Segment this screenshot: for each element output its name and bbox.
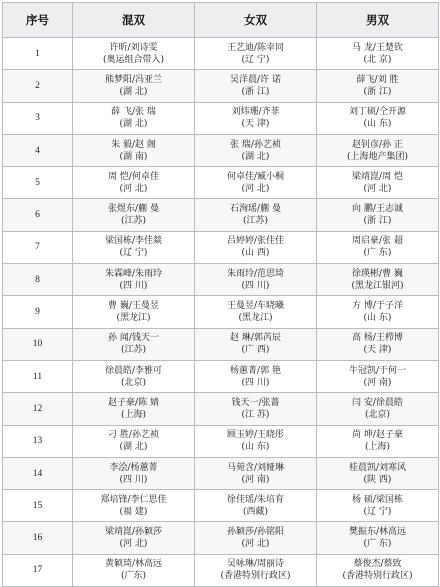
player-names: 吕婷婷/张佳佳 bbox=[226, 236, 285, 247]
cell-number: 5 bbox=[3, 167, 73, 199]
player-names: 郑培锋/李仁思佳 bbox=[100, 494, 167, 505]
team-region: (北京) bbox=[120, 377, 147, 388]
cell-number: 7 bbox=[3, 231, 73, 263]
team-region: (浙 江) bbox=[363, 86, 392, 97]
player-names: 孙 闻/钱天一 bbox=[108, 333, 159, 344]
table-row bbox=[3, 70, 439, 102]
header-mens-doubles: 男双 bbox=[317, 3, 439, 38]
cell-womens-doubles bbox=[195, 393, 317, 425]
cell-mens-doubles bbox=[317, 167, 439, 199]
player-names: 周 恺/何卓佳 bbox=[108, 171, 159, 182]
player-names: 赵子豪/陈 婧 bbox=[108, 397, 159, 408]
player-names: 钱天一/张蔷 bbox=[231, 397, 280, 408]
player-names: 马菀含/刘娅琳 bbox=[226, 462, 285, 473]
team-region: (广东) bbox=[120, 571, 147, 582]
team-region: (四 川) bbox=[119, 474, 148, 485]
player-names: 薛 飞/张 瑞 bbox=[111, 107, 156, 118]
team-region: (天 津) bbox=[363, 345, 392, 356]
cell-mens-doubles bbox=[317, 134, 439, 166]
cell-number: 11 bbox=[3, 360, 73, 392]
cell-number: 17 bbox=[3, 554, 73, 586]
player-names: 周启豪/张 超 bbox=[352, 236, 403, 247]
cell-womens-doubles bbox=[195, 425, 317, 457]
table-row bbox=[3, 360, 439, 392]
cell-number: 2 bbox=[3, 70, 73, 102]
team-region: (黑龙江) bbox=[238, 313, 273, 324]
cell-mixed-doubles bbox=[73, 102, 195, 134]
cell-mixed-doubles bbox=[73, 457, 195, 489]
player-names: 梁靖崑/孙颖莎 bbox=[104, 527, 163, 538]
table-row bbox=[3, 231, 439, 263]
cell-number: 16 bbox=[3, 522, 73, 554]
player-names: 赵 琳/郭芮辰 bbox=[230, 333, 281, 344]
table-row bbox=[3, 38, 439, 70]
team-region: (湖 北) bbox=[119, 119, 148, 130]
table-row bbox=[3, 167, 439, 199]
team-region: (陕 西) bbox=[363, 474, 392, 485]
team-region: (天 津) bbox=[241, 119, 270, 130]
cell-number: 12 bbox=[3, 393, 73, 425]
player-names: 薛飞/刘 胜 bbox=[356, 74, 399, 85]
table-row bbox=[3, 328, 439, 360]
player-names: 张煜东/蒯 曼 bbox=[108, 204, 159, 215]
cell-mens-doubles bbox=[317, 522, 439, 554]
team-region: (山 东) bbox=[363, 119, 392, 130]
player-names: 杨蕙菁/郭 艳 bbox=[230, 365, 281, 376]
player-names: 王艺迪/陈幸同 bbox=[226, 42, 285, 53]
cell-womens-doubles bbox=[195, 134, 317, 166]
cell-number: 15 bbox=[3, 490, 73, 522]
player-names: 许昕/刘诗雯 bbox=[109, 42, 158, 53]
team-region: (辽 宁) bbox=[363, 506, 392, 517]
player-names: 闫 安/徐晨皓 bbox=[352, 397, 403, 408]
team-region: (北 京) bbox=[363, 54, 392, 65]
table-row bbox=[3, 393, 439, 425]
team-region: (河 北) bbox=[241, 539, 270, 550]
cell-mens-doubles bbox=[317, 70, 439, 102]
team-region: (山 西) bbox=[241, 248, 270, 259]
cell-mixed-doubles bbox=[73, 231, 195, 263]
player-names: 桂晨凯/刘寒风 bbox=[348, 462, 407, 473]
table-row bbox=[3, 134, 439, 166]
team-region: (河 北) bbox=[241, 183, 270, 194]
team-region: (江 苏) bbox=[241, 409, 270, 420]
cell-mens-doubles bbox=[317, 490, 439, 522]
table-row bbox=[3, 102, 439, 134]
cell-mixed-doubles bbox=[73, 360, 195, 392]
team-region: (广 东) bbox=[363, 539, 392, 550]
cell-mixed-doubles bbox=[73, 296, 195, 328]
team-region: (四 川) bbox=[241, 377, 270, 388]
player-names: 方 博/于子洋 bbox=[352, 301, 403, 312]
team-region: (上海地产集团) bbox=[346, 151, 409, 162]
team-region: (广 西) bbox=[241, 345, 270, 356]
team-region: (山 东) bbox=[363, 313, 392, 324]
player-names: 高 杨/王栉博 bbox=[352, 333, 403, 344]
table-row bbox=[3, 264, 439, 296]
player-names: 蔡俊杰/蔡致 bbox=[353, 559, 402, 570]
team-region: (黑龙江) bbox=[116, 313, 151, 324]
team-region: (湖 南) bbox=[119, 151, 148, 162]
cell-womens-doubles bbox=[195, 328, 317, 360]
table-row bbox=[3, 554, 439, 586]
team-region: (山 东) bbox=[241, 442, 270, 453]
table-row bbox=[3, 457, 439, 489]
cell-mens-doubles bbox=[317, 102, 439, 134]
team-region: (辽 宁) bbox=[241, 54, 270, 65]
table-row bbox=[3, 425, 439, 457]
cell-mixed-doubles bbox=[73, 134, 195, 166]
cell-mens-doubles bbox=[317, 296, 439, 328]
team-region: (湖 北) bbox=[241, 151, 270, 162]
team-region: (河 北) bbox=[363, 183, 392, 194]
player-names: 向 鹏/王志诚 bbox=[352, 204, 403, 215]
header-mixed-doubles: 混双 bbox=[73, 3, 195, 38]
table-row bbox=[3, 490, 439, 522]
player-names: 李浍/杨蕙菁 bbox=[109, 462, 158, 473]
cell-number: 3 bbox=[3, 102, 73, 134]
player-names: 朱 毅/赵 阁 bbox=[111, 139, 156, 150]
player-names: 樊振东/林高远 bbox=[348, 527, 407, 538]
team-region: (湖 北) bbox=[119, 442, 148, 453]
cell-number: 14 bbox=[3, 457, 73, 489]
cell-mens-doubles bbox=[317, 554, 439, 586]
cell-number: 10 bbox=[3, 328, 73, 360]
cell-womens-doubles bbox=[195, 199, 317, 231]
player-names: 赵钊彦/孙 正 bbox=[352, 139, 403, 150]
team-region: (江苏) bbox=[120, 216, 147, 227]
team-region: (浙 江) bbox=[241, 86, 270, 97]
player-names: 吴咏琳/周丽诗 bbox=[226, 559, 285, 570]
player-names: 尚 坤/赵子豪 bbox=[352, 430, 403, 441]
cell-mens-doubles bbox=[317, 231, 439, 263]
player-names: 吴洋晨/许 诺 bbox=[230, 74, 281, 85]
cell-number: 1 bbox=[3, 38, 73, 70]
cell-mixed-doubles bbox=[73, 554, 195, 586]
team-region: (浙 江) bbox=[363, 216, 392, 227]
cell-womens-doubles bbox=[195, 457, 317, 489]
player-names: 何卓佳/臧小桐 bbox=[226, 171, 285, 182]
cell-mixed-doubles bbox=[73, 522, 195, 554]
cell-number: 8 bbox=[3, 264, 73, 296]
cell-mens-doubles bbox=[317, 264, 439, 296]
table-row bbox=[3, 522, 439, 554]
team-region: (上海) bbox=[364, 442, 391, 453]
team-region: (河 南) bbox=[241, 474, 270, 485]
cell-womens-doubles bbox=[195, 167, 317, 199]
team-region: (福 建) bbox=[119, 506, 148, 517]
cell-womens-doubles bbox=[195, 102, 317, 134]
team-region: (四 川) bbox=[119, 280, 148, 291]
team-region: (香港特别行政区) bbox=[220, 571, 291, 582]
cell-mens-doubles bbox=[317, 425, 439, 457]
cell-mixed-doubles bbox=[73, 393, 195, 425]
player-names: 徐晨皓/李雅可 bbox=[104, 365, 163, 376]
player-names: 梁靖崑/周 恺 bbox=[352, 171, 403, 182]
cell-number: 13 bbox=[3, 425, 73, 457]
team-region: (黑龙江银河) bbox=[351, 280, 404, 291]
player-names: 张 瑞/孙艺祯 bbox=[230, 139, 281, 150]
player-names: 刘炜珊/齐菲 bbox=[231, 107, 280, 118]
team-region: (江苏) bbox=[242, 216, 269, 227]
cell-womens-doubles bbox=[195, 360, 317, 392]
cell-womens-doubles bbox=[195, 38, 317, 70]
cell-number: 4 bbox=[3, 134, 73, 166]
header-row bbox=[3, 3, 439, 38]
player-names: 马 龙/王楚钦 bbox=[352, 42, 403, 53]
cell-mixed-doubles bbox=[73, 328, 195, 360]
cell-mens-doubles bbox=[317, 328, 439, 360]
player-names: 牛冠凯/于何一 bbox=[348, 365, 407, 376]
cell-mixed-doubles bbox=[73, 167, 195, 199]
team-region: (河 南) bbox=[363, 377, 392, 388]
player-names: 徐佳瑶/朱培育 bbox=[226, 494, 285, 505]
cell-mixed-doubles bbox=[73, 199, 195, 231]
header-womens-doubles: 女双 bbox=[195, 3, 317, 38]
team-region: (香港特别行政区) bbox=[342, 571, 413, 582]
cell-mixed-doubles bbox=[73, 70, 195, 102]
cell-number: 6 bbox=[3, 199, 73, 231]
team-region: (江苏) bbox=[120, 345, 147, 356]
header-number: 序号 bbox=[3, 3, 73, 38]
player-names: 刁 胜/孙艺祯 bbox=[108, 430, 159, 441]
cell-womens-doubles bbox=[195, 264, 317, 296]
team-region: (西藏) bbox=[242, 506, 269, 517]
team-region: (河 北) bbox=[119, 539, 148, 550]
player-names: 孙颖莎/孙铭阳 bbox=[226, 527, 285, 538]
team-region: (奥运组合带入) bbox=[102, 54, 165, 65]
cell-mixed-doubles bbox=[73, 425, 195, 457]
cell-mixed-doubles bbox=[73, 264, 195, 296]
player-names: 朱霖峰/朱雨玲 bbox=[104, 268, 163, 279]
player-names: 王曼昱/车晓曦 bbox=[226, 301, 285, 312]
team-region: (湖 北) bbox=[119, 86, 148, 97]
table-row bbox=[3, 199, 439, 231]
cell-mens-doubles bbox=[317, 38, 439, 70]
player-names: 杨 硕/梁国栋 bbox=[352, 494, 403, 505]
cell-mens-doubles bbox=[317, 457, 439, 489]
cell-mixed-doubles bbox=[73, 490, 195, 522]
player-names: 徐瑛彬/曹 巍 bbox=[352, 268, 403, 279]
cell-number: 9 bbox=[3, 296, 73, 328]
doubles-table bbox=[2, 2, 439, 587]
cell-womens-doubles bbox=[195, 490, 317, 522]
cell-mens-doubles bbox=[317, 393, 439, 425]
team-region: (河 北) bbox=[119, 183, 148, 194]
team-region: (北京) bbox=[364, 409, 391, 420]
player-names: 朱雨玲/范思琦 bbox=[226, 268, 285, 279]
player-names: 顾玉婷/王晓彤 bbox=[226, 430, 285, 441]
team-region: (辽 宁) bbox=[119, 248, 148, 259]
cell-mens-doubles bbox=[317, 199, 439, 231]
team-region: (四 川) bbox=[241, 280, 270, 291]
cell-mixed-doubles bbox=[73, 38, 195, 70]
player-names: 曹 巍/王曼昱 bbox=[108, 301, 159, 312]
player-names: 石洵瑶/蒯 曼 bbox=[230, 204, 281, 215]
player-names: 熊梦阳/冯亚兰 bbox=[104, 74, 163, 85]
player-names: 黄颖琦/林高远 bbox=[104, 559, 163, 570]
cell-womens-doubles bbox=[195, 522, 317, 554]
cell-womens-doubles bbox=[195, 231, 317, 263]
team-region: (上海) bbox=[120, 409, 147, 420]
cell-mens-doubles bbox=[317, 360, 439, 392]
table-row bbox=[3, 296, 439, 328]
team-region: (广 东) bbox=[363, 248, 392, 259]
cell-womens-doubles bbox=[195, 70, 317, 102]
cell-womens-doubles bbox=[195, 296, 317, 328]
player-names: 梁国栋/李佳燚 bbox=[104, 236, 163, 247]
player-names: 刘丁硕/仝开源 bbox=[348, 107, 407, 118]
cell-womens-doubles bbox=[195, 554, 317, 586]
